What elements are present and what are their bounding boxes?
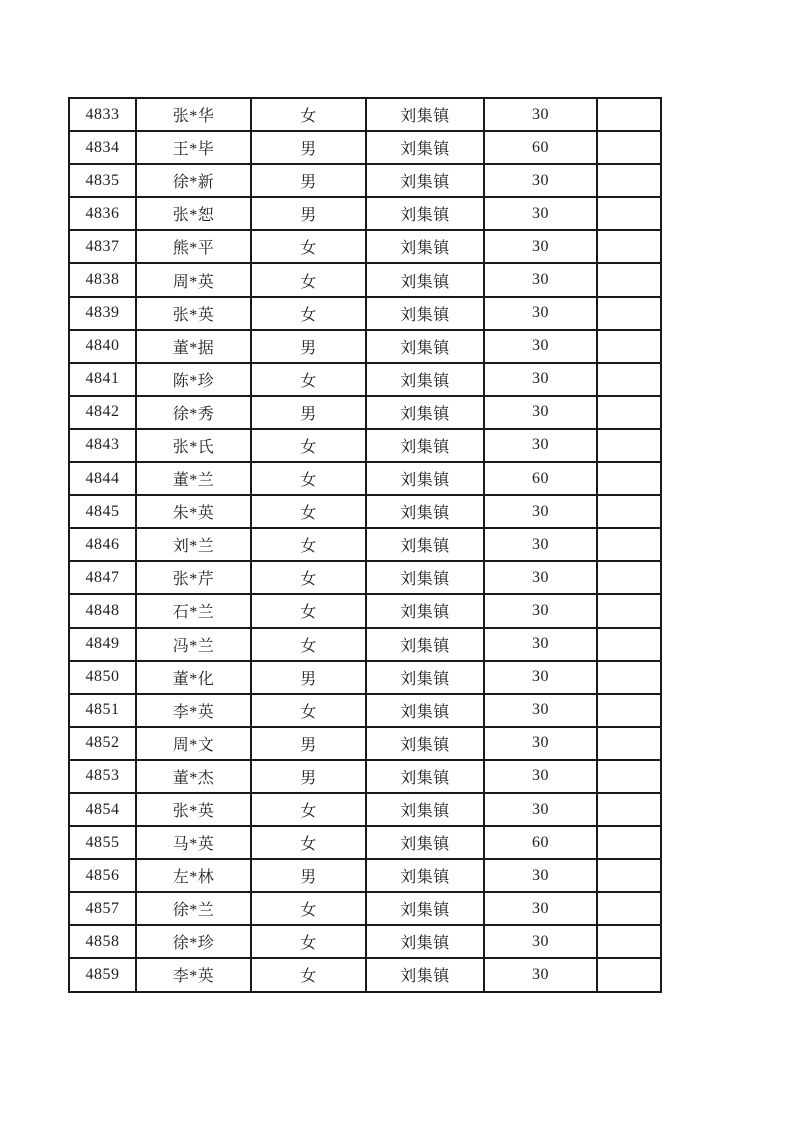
table-row (69, 197, 661, 230)
cell-amount: 30 (484, 859, 597, 892)
cell-blank (597, 892, 661, 925)
cell-town: 刘集镇 (366, 892, 484, 925)
table-row (69, 263, 661, 296)
cell-amount: 30 (484, 694, 597, 727)
cell-name: 李*英 (136, 694, 251, 727)
cell-name: 周*英 (136, 263, 251, 296)
cell-amount: 30 (484, 727, 597, 760)
cell-blank (597, 826, 661, 859)
cell-gender: 女 (251, 429, 366, 462)
cell-gender: 男 (251, 131, 366, 164)
cell-amount: 60 (484, 826, 597, 859)
cell-name: 张*英 (136, 297, 251, 330)
cell-blank (597, 727, 661, 760)
cell-gender: 男 (251, 661, 366, 694)
cell-blank (597, 594, 661, 627)
cell-row-id: 4850 (69, 661, 136, 694)
cell-blank (597, 98, 661, 131)
cell-town: 刘集镇 (366, 727, 484, 760)
cell-amount: 30 (484, 925, 597, 958)
cell-row-id: 4838 (69, 263, 136, 296)
table-row (69, 396, 661, 429)
cell-amount: 30 (484, 98, 597, 131)
cell-row-id: 4835 (69, 164, 136, 197)
cell-gender: 女 (251, 826, 366, 859)
cell-amount: 30 (484, 396, 597, 429)
cell-name: 马*英 (136, 826, 251, 859)
cell-blank (597, 462, 661, 495)
cell-gender: 女 (251, 561, 366, 594)
cell-blank (597, 628, 661, 661)
cell-row-id: 4843 (69, 429, 136, 462)
cell-amount: 30 (484, 661, 597, 694)
cell-row-id: 4854 (69, 793, 136, 826)
cell-name: 徐*兰 (136, 892, 251, 925)
cell-town: 刘集镇 (366, 131, 484, 164)
cell-gender: 女 (251, 263, 366, 296)
cell-name: 熊*平 (136, 230, 251, 263)
cell-amount: 30 (484, 892, 597, 925)
cell-row-id: 4851 (69, 694, 136, 727)
cell-gender: 女 (251, 628, 366, 661)
cell-gender: 男 (251, 760, 366, 793)
cell-blank (597, 793, 661, 826)
cell-town: 刘集镇 (366, 462, 484, 495)
cell-row-id: 4844 (69, 462, 136, 495)
cell-row-id: 4846 (69, 528, 136, 561)
cell-town: 刘集镇 (366, 561, 484, 594)
cell-gender: 男 (251, 164, 366, 197)
table-row (69, 694, 661, 727)
cell-name: 张*恕 (136, 197, 251, 230)
table-row (69, 131, 661, 164)
cell-blank (597, 495, 661, 528)
cell-blank (597, 528, 661, 561)
cell-blank (597, 925, 661, 958)
cell-amount: 30 (484, 164, 597, 197)
cell-row-id: 4840 (69, 330, 136, 363)
cell-name: 张*芹 (136, 561, 251, 594)
cell-name: 左*林 (136, 859, 251, 892)
cell-row-id: 4849 (69, 628, 136, 661)
table-row (69, 760, 661, 793)
cell-row-id: 4842 (69, 396, 136, 429)
cell-town: 刘集镇 (366, 793, 484, 826)
cell-town: 刘集镇 (366, 363, 484, 396)
table-row (69, 661, 661, 694)
table-row (69, 495, 661, 528)
cell-blank (597, 297, 661, 330)
cell-amount: 30 (484, 330, 597, 363)
cell-town: 刘集镇 (366, 197, 484, 230)
cell-amount: 30 (484, 363, 597, 396)
cell-gender: 女 (251, 892, 366, 925)
cell-row-id: 4848 (69, 594, 136, 627)
table-row (69, 330, 661, 363)
cell-gender: 女 (251, 462, 366, 495)
cell-blank (597, 561, 661, 594)
cell-row-id: 4857 (69, 892, 136, 925)
cell-town: 刘集镇 (366, 396, 484, 429)
table-row (69, 429, 661, 462)
cell-gender: 男 (251, 330, 366, 363)
cell-gender: 女 (251, 98, 366, 131)
cell-name: 冯*兰 (136, 628, 251, 661)
table-row (69, 958, 661, 991)
cell-name: 董*兰 (136, 462, 251, 495)
cell-gender: 女 (251, 594, 366, 627)
cell-name: 董*化 (136, 661, 251, 694)
cell-blank (597, 131, 661, 164)
cell-gender: 男 (251, 396, 366, 429)
cell-town: 刘集镇 (366, 98, 484, 131)
cell-amount: 30 (484, 561, 597, 594)
cell-town: 刘集镇 (366, 694, 484, 727)
table-row (69, 793, 661, 826)
cell-blank (597, 661, 661, 694)
table-row (69, 892, 661, 925)
cell-amount: 30 (484, 594, 597, 627)
cell-town: 刘集镇 (366, 826, 484, 859)
cell-town: 刘集镇 (366, 297, 484, 330)
cell-gender: 女 (251, 363, 366, 396)
cell-name: 董*杰 (136, 760, 251, 793)
cell-blank (597, 958, 661, 991)
cell-name: 董*据 (136, 330, 251, 363)
cell-amount: 30 (484, 628, 597, 661)
cell-blank (597, 363, 661, 396)
cell-row-id: 4855 (69, 826, 136, 859)
cell-amount: 30 (484, 230, 597, 263)
cell-row-id: 4839 (69, 297, 136, 330)
table-row (69, 528, 661, 561)
cell-town: 刘集镇 (366, 164, 484, 197)
cell-name: 石*兰 (136, 594, 251, 627)
cell-town: 刘集镇 (366, 760, 484, 793)
cell-blank (597, 396, 661, 429)
cell-row-id: 4837 (69, 230, 136, 263)
cell-town: 刘集镇 (366, 230, 484, 263)
cell-name: 徐*秀 (136, 396, 251, 429)
cell-amount: 30 (484, 263, 597, 296)
cell-gender: 女 (251, 958, 366, 991)
cell-gender: 女 (251, 230, 366, 263)
cell-amount: 60 (484, 131, 597, 164)
cell-row-id: 4834 (69, 131, 136, 164)
cell-town: 刘集镇 (366, 859, 484, 892)
table-row (69, 561, 661, 594)
cell-name: 李*英 (136, 958, 251, 991)
cell-amount: 60 (484, 462, 597, 495)
cell-town: 刘集镇 (366, 594, 484, 627)
cell-town: 刘集镇 (366, 925, 484, 958)
cell-gender: 男 (251, 197, 366, 230)
table-row (69, 297, 661, 330)
table-body (69, 98, 661, 992)
cell-row-id: 4853 (69, 760, 136, 793)
cell-row-id: 4856 (69, 859, 136, 892)
cell-blank (597, 164, 661, 197)
cell-blank (597, 429, 661, 462)
cell-name: 张*英 (136, 793, 251, 826)
cell-row-id: 4852 (69, 727, 136, 760)
cell-name: 周*文 (136, 727, 251, 760)
cell-row-id: 4858 (69, 925, 136, 958)
cell-gender: 女 (251, 925, 366, 958)
cell-amount: 30 (484, 958, 597, 991)
cell-name: 刘*兰 (136, 528, 251, 561)
table-row (69, 628, 661, 661)
cell-row-id: 4847 (69, 561, 136, 594)
table-row (69, 594, 661, 627)
cell-name: 徐*新 (136, 164, 251, 197)
table-row (69, 727, 661, 760)
cell-name: 王*毕 (136, 131, 251, 164)
cell-amount: 30 (484, 495, 597, 528)
cell-name: 张*华 (136, 98, 251, 131)
table-row (69, 826, 661, 859)
cell-blank (597, 760, 661, 793)
cell-blank (597, 694, 661, 727)
data-table (68, 97, 662, 993)
cell-name: 徐*珍 (136, 925, 251, 958)
cell-amount: 30 (484, 197, 597, 230)
table-row (69, 363, 661, 396)
cell-name: 陈*珍 (136, 363, 251, 396)
cell-row-id: 4845 (69, 495, 136, 528)
cell-gender: 女 (251, 297, 366, 330)
cell-blank (597, 859, 661, 892)
cell-town: 刘集镇 (366, 661, 484, 694)
table-row (69, 164, 661, 197)
cell-name: 朱*英 (136, 495, 251, 528)
cell-amount: 30 (484, 429, 597, 462)
table-row (69, 859, 661, 892)
cell-gender: 女 (251, 528, 366, 561)
table-row (69, 462, 661, 495)
cell-town: 刘集镇 (366, 958, 484, 991)
cell-gender: 女 (251, 793, 366, 826)
cell-row-id: 4836 (69, 197, 136, 230)
cell-gender: 男 (251, 727, 366, 760)
cell-amount: 30 (484, 793, 597, 826)
cell-blank (597, 330, 661, 363)
cell-amount: 30 (484, 760, 597, 793)
cell-name: 张*氏 (136, 429, 251, 462)
cell-blank (597, 263, 661, 296)
cell-town: 刘集镇 (366, 495, 484, 528)
table-row (69, 925, 661, 958)
cell-row-id: 4841 (69, 363, 136, 396)
cell-gender: 男 (251, 859, 366, 892)
cell-town: 刘集镇 (366, 628, 484, 661)
cell-blank (597, 230, 661, 263)
cell-row-id: 4859 (69, 958, 136, 991)
table-row (69, 98, 661, 131)
cell-blank (597, 197, 661, 230)
cell-town: 刘集镇 (366, 330, 484, 363)
cell-town: 刘集镇 (366, 528, 484, 561)
table-row (69, 230, 661, 263)
cell-town: 刘集镇 (366, 429, 484, 462)
cell-amount: 30 (484, 297, 597, 330)
cell-row-id: 4833 (69, 98, 136, 131)
cell-amount: 30 (484, 528, 597, 561)
cell-town: 刘集镇 (366, 263, 484, 296)
cell-gender: 女 (251, 495, 366, 528)
cell-gender: 女 (251, 694, 366, 727)
